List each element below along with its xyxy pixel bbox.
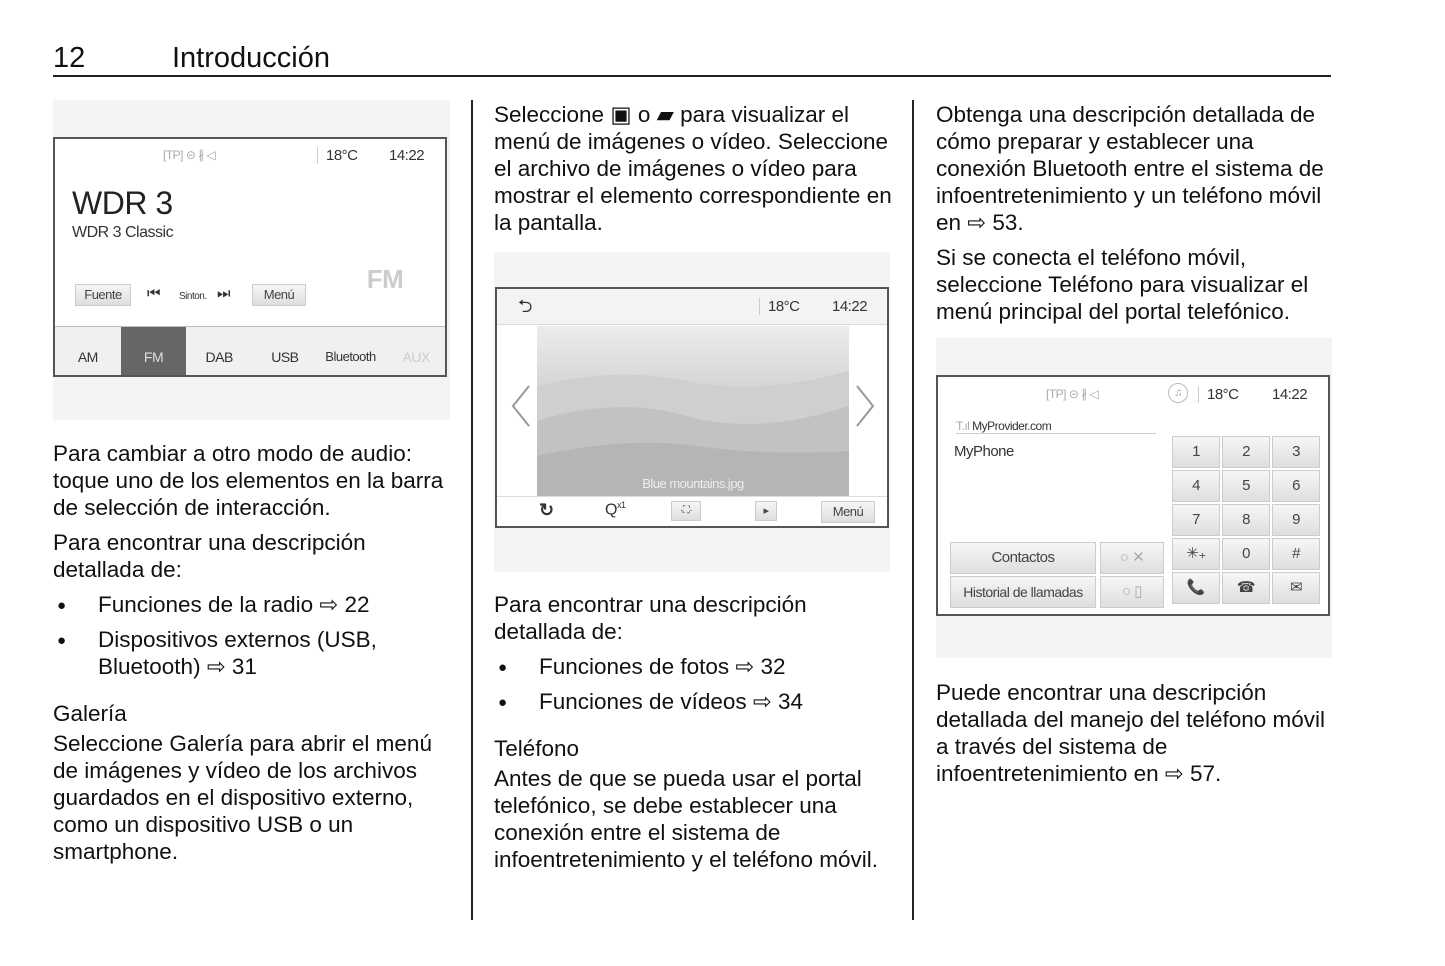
paragraph: Si se conecta el teléfono móvil, seleccione Teléfono para visualizar el menú principal del portal telefónico. <box>936 245 1309 324</box>
key-8[interactable]: 8 <box>1222 504 1270 536</box>
menu-button[interactable]: Menú <box>821 501 875 523</box>
provider-name: MyProvider.com <box>972 419 1052 433</box>
paragraph: Para encontrar una descripción detallada de: <box>53 530 366 582</box>
page-title: Introducción <box>172 42 330 74</box>
paragraph: Obtenga una descripción detallada de cómo preparar y establecer una conexión Bluetooth entre el sistema de infoentretenimiento y un teléfono móvil en ⇨ 53. <box>936 102 1324 235</box>
page-number: 12 <box>53 42 86 74</box>
call-button-phone-icon[interactable]: 📞 <box>1172 572 1220 604</box>
list-item: ● Funciones de vídeos ⇨ 34 <box>494 688 894 715</box>
photo-caption: Blue mountains.jpg <box>642 476 744 491</box>
column-divider <box>912 100 914 920</box>
paragraph: Puede encontrar una descripción detallada del manejo del teléfono móvil a través del sistema de infoentretenimiento en ⇨ 57. <box>936 680 1326 786</box>
key-0[interactable]: 0 <box>1222 538 1270 570</box>
key-7[interactable]: 7 <box>1172 504 1220 536</box>
key-1[interactable]: 1 <box>1172 436 1220 468</box>
clock: 14:22 <box>1272 386 1308 403</box>
key-9[interactable]: 9 <box>1272 504 1320 536</box>
status-icons: [TP] ⊝ ∦ ◁ <box>1046 387 1099 401</box>
key-hash[interactable]: # <box>1272 538 1320 570</box>
temperature: 18°C <box>317 147 366 164</box>
tab-am[interactable]: AM <box>77 349 98 365</box>
rotate-icon[interactable]: ↻ <box>539 500 554 520</box>
radio-screen-figure <box>53 100 450 420</box>
paragraph: Antes de que se pueda usar el portal telefónico, se debe establecer una conexión entre el sistema de infoentretenimiento y el teléfono móvil. <box>494 766 878 872</box>
clock: 14:22 <box>832 298 868 315</box>
column-3-text <box>936 679 1336 795</box>
music-icon[interactable]: ♫ <box>1168 383 1188 403</box>
header-rule <box>53 75 1331 77</box>
tab-aux[interactable]: AUX <box>402 349 430 365</box>
previous-button[interactable]: ⏮ <box>147 285 161 302</box>
source-button[interactable]: Fuente <box>75 284 131 306</box>
call-history-button[interactable]: Historial de llamadas <box>950 576 1096 608</box>
keypad <box>1172 436 1322 604</box>
signal-icon: T.ıl <box>956 419 973 433</box>
top-bar <box>497 289 889 325</box>
tab-dab[interactable]: DAB <box>205 349 233 365</box>
tune-button[interactable]: Sinton. <box>179 291 207 302</box>
tab-usb[interactable]: USB <box>271 349 299 365</box>
zoom-button[interactable] <box>605 500 625 519</box>
list-item: ● Funciones de la radio ⇨ 22 <box>53 591 453 618</box>
key-5[interactable]: 5 <box>1222 470 1270 502</box>
section-heading: Teléfono <box>494 736 580 761</box>
paragraph: Seleccione ▣ o ▰ para visualizar el menú de imágenes o vídeo. Seleccione el archivo de imágenes o vídeo para mostrar el elemento correspondiente en la pantalla. <box>494 102 892 235</box>
provider-line <box>956 419 1156 434</box>
paragraph: Para encontrar una descripción detallada de: <box>494 592 807 644</box>
phone-name: MyPhone <box>954 443 1014 460</box>
gallery-screen <box>495 287 889 528</box>
station-name: WDR 3 <box>72 185 173 221</box>
column-3-intro <box>936 101 1336 333</box>
gallery-screen-figure <box>494 252 890 572</box>
column-divider <box>471 100 473 920</box>
paragraph: Para cambiar a otro modo de audio: toque uno de los elementos en la barra de selección de interacción. <box>53 441 444 520</box>
mute-mic-toggle[interactable]: ○ ✕ <box>1100 542 1164 574</box>
column-1-text <box>53 440 453 873</box>
section-heading: Galería <box>53 701 127 726</box>
tab-bluetooth[interactable]: Bluetooth <box>325 349 376 364</box>
slideshow-button[interactable]: ▸ <box>755 501 777 521</box>
source-tab-bar <box>55 326 447 377</box>
column-2-intro <box>494 101 894 244</box>
back-icon[interactable]: ⮌ <box>518 296 532 316</box>
zoom-level: x1 <box>616 500 626 510</box>
paragraph: Seleccione Galería para abrir el menú de imágenes y vídeo de los archivos guardados en el dispositivo externo, como un dispositivo USB o un smartphone. <box>53 731 432 864</box>
handsfree-toggle[interactable]: ○ ▯ <box>1100 576 1164 608</box>
zoom-icon: Q <box>605 501 617 519</box>
key-3[interactable]: 3 <box>1272 436 1320 468</box>
next-button[interactable]: ⏭ <box>217 285 231 302</box>
station-subtitle: WDR 3 Classic <box>72 224 174 241</box>
contacts-button[interactable]: Contactos <box>950 542 1096 574</box>
phone-screen-figure <box>936 338 1332 658</box>
temperature: 18°C <box>759 298 808 315</box>
phone-screen <box>936 375 1330 616</box>
key-4[interactable]: 4 <box>1172 470 1220 502</box>
fit-screen-button[interactable]: ·⛶· <box>671 501 701 521</box>
clock: 14:22 <box>389 147 425 164</box>
previous-image-arrow-icon[interactable] <box>509 384 533 428</box>
menu-button[interactable]: Menú <box>252 284 306 306</box>
key-6[interactable]: 6 <box>1272 470 1320 502</box>
list-item: ● Dispositivos externos (USB, Bluetooth) ⇨ 31 <box>53 626 453 680</box>
tab-fm[interactable]: FM <box>121 327 187 377</box>
fm-tower-icon: FM <box>366 264 404 294</box>
photo-blue-mountains <box>537 326 849 496</box>
column-2-text <box>494 591 894 881</box>
list-item: ● Funciones de fotos ⇨ 32 <box>494 653 894 680</box>
voicemail-button-icon[interactable]: ✉ <box>1272 572 1320 604</box>
hang-up-button-icon[interactable]: ☎ <box>1222 572 1270 604</box>
status-icons: [TP] ⊝ ∦ ◁ <box>163 148 216 162</box>
next-image-arrow-icon[interactable] <box>853 384 877 428</box>
temperature: 18°C <box>1198 386 1247 403</box>
key-2[interactable]: 2 <box>1222 436 1270 468</box>
radio-screen <box>53 137 447 377</box>
key-star[interactable]: ✳₊ <box>1172 538 1220 570</box>
